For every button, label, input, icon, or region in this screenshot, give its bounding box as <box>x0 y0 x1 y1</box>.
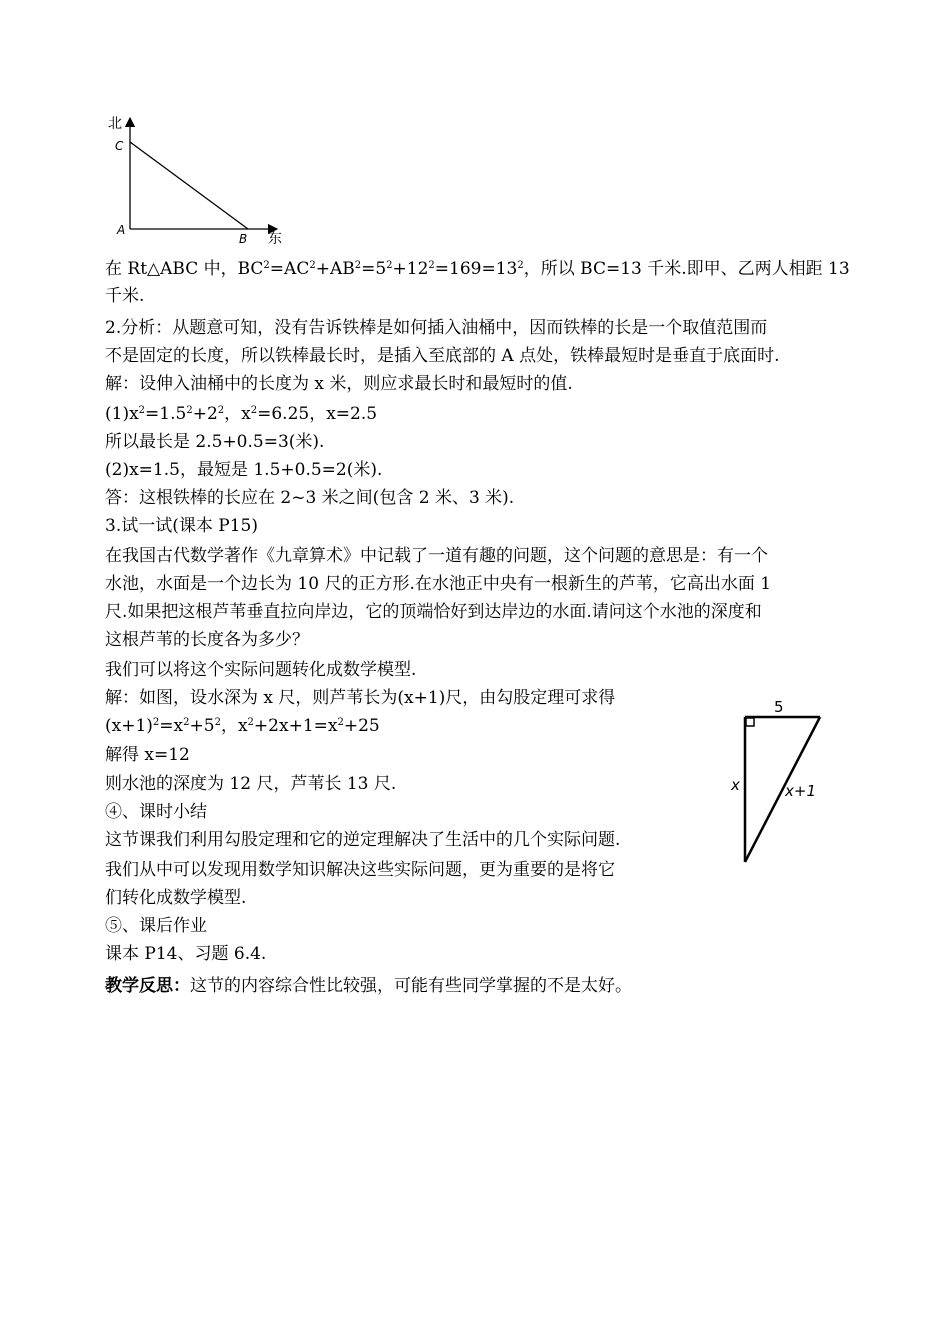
text-line <box>105 744 190 766</box>
north-label: 北 <box>108 116 122 132</box>
text-line <box>105 459 382 481</box>
text-line <box>105 659 416 681</box>
text-run: 我们可以将这个实际问题转化成数学模型. <box>105 660 417 680</box>
text-run: +12 <box>392 259 429 279</box>
text-run: 千米. <box>105 286 145 306</box>
text-run: +2x+1=x <box>253 716 338 736</box>
text-run: =5 <box>361 259 387 279</box>
text-run: 不是固定的长度，所以铁棒最长时，是插入至底部的 A 点处，铁棒最短时是垂直于底面时. <box>105 346 780 366</box>
text-run: 尺.如果把这根芦苇垂直拉向岸边，它的顶端恰好到达岸边的水面.请问这个水池的深度和 <box>105 602 762 622</box>
text-run: +2 <box>192 404 218 424</box>
superscript: 2 <box>183 717 190 728</box>
text-run: 这根芦苇的长度各为多少？ <box>105 630 309 650</box>
text-line <box>105 629 309 651</box>
text-run: 水池，水面是一个边长为 10 尺的正方形.在水池正中央有一根新生的芦苇，它高出水面 1 <box>105 574 772 594</box>
text-line <box>105 915 207 937</box>
text-line <box>105 403 377 425</box>
text-run: =6.25，x=2.5 <box>257 404 378 424</box>
left-side-label: x <box>731 776 740 794</box>
text-line <box>105 601 762 623</box>
hypotenuse-label: x+1 <box>785 782 816 800</box>
text-line <box>105 687 615 709</box>
text-line <box>105 887 246 909</box>
text-line <box>105 373 573 395</box>
text-line <box>105 515 258 537</box>
text-run: 这节课我们利用勾股定理和它的逆定理解决了生活中的几个实际问题. <box>105 830 621 850</box>
superscript: 2 <box>517 260 524 271</box>
east-label: 东 <box>268 231 282 247</box>
text-run: 解：如图，设水深为 x 尺，则芦苇长为(x+1)尺，由勾股定理可求得 <box>105 688 616 708</box>
text-run: (2)x=1.5，最短是 1.5+0.5=2(米). <box>105 460 383 480</box>
superscript: 2 <box>337 717 344 728</box>
text-run: +5 <box>189 716 215 736</box>
text-line <box>105 715 380 737</box>
text-run: ，所以 BC=13 千米.即甲、乙两人相距 13 <box>523 259 850 279</box>
text-run: =x <box>159 716 184 736</box>
superscript: 2 <box>217 405 225 416</box>
point-c-label: C <box>115 139 124 153</box>
hypotenuse-cb <box>130 142 248 229</box>
superscript: 2 <box>250 405 258 416</box>
text-run: ⑤、课后作业 <box>105 916 207 936</box>
text-run: =169=13 <box>434 259 518 279</box>
text-line <box>105 317 767 339</box>
point-b-label: B <box>239 232 248 246</box>
text-run: 们转化成数学模型. <box>105 888 247 908</box>
text-run: +25 <box>343 716 380 736</box>
text-run: 所以最长是 2.5+0.5=3(米). <box>105 432 325 452</box>
text-line <box>105 943 266 965</box>
text-run: 2.分析：从题意可知，没有告诉铁棒是如何插入油桶中，因而铁棒的长是一个取值范围而 <box>105 318 768 338</box>
text-run: 课本 P14、习题 6.4. <box>105 944 267 964</box>
top-side-label: 5 <box>774 698 784 716</box>
text-run: =AC <box>269 259 310 279</box>
text-line <box>105 975 632 997</box>
text-run: 在 Rt△ABC 中，BC <box>105 259 264 279</box>
superscript: 2 <box>386 260 393 271</box>
text-line <box>105 431 324 453</box>
text-line <box>105 487 514 509</box>
text-line <box>105 545 768 567</box>
bold-label: 教学反思： <box>105 976 190 996</box>
superscript: 2 <box>354 260 362 271</box>
text-run: 在我国古代数学著作《九章算术》中记载了一道有趣的问题，这个问题的意思是：有一个 <box>105 546 768 566</box>
text-run: 解得 x=12 <box>105 745 190 765</box>
text-run: (x+1) <box>105 716 153 736</box>
text-run: (1)x <box>105 404 139 424</box>
text-run: =1.5 <box>145 404 187 424</box>
text-run: ④、课时小结 <box>105 802 207 822</box>
text-run: 这节的内容综合性比较强，可能有些同学掌握的不是太好。 <box>190 976 632 996</box>
superscript: 2 <box>152 717 160 728</box>
text-line <box>105 773 396 795</box>
text-line <box>105 345 780 367</box>
text-run: 答：这根铁棒的长应在 2~3 米之间(包含 2 米、3 米). <box>105 488 515 508</box>
triangle-abc-figure <box>105 112 295 252</box>
text-run: 则水池的深度为 12 尺，芦苇长 13 尺. <box>105 774 397 794</box>
text-line <box>105 285 144 307</box>
point-a-label: A <box>117 223 126 237</box>
superscript: 2 <box>138 405 146 416</box>
superscript: 2 <box>214 717 221 728</box>
superscript: 2 <box>186 405 193 416</box>
text-line <box>105 859 615 881</box>
superscript: 2 <box>247 717 254 728</box>
superscript: 2 <box>428 260 435 271</box>
text-run: ，x <box>224 404 251 424</box>
text-line <box>105 801 207 823</box>
text-run: 解：设伸入油桶中的长度为 x 米，则应求最长时和最短时的值. <box>105 374 573 394</box>
text-run: ，x <box>220 716 248 736</box>
text-line <box>105 258 850 280</box>
superscript: 2 <box>309 260 316 271</box>
text-run: 3.试一试(课本 P15) <box>105 516 258 536</box>
reed-triangle-figure <box>725 692 835 872</box>
text-line <box>105 573 771 595</box>
superscript: 2 <box>263 260 270 271</box>
right-angle-mark <box>746 718 754 726</box>
text-run: +AB <box>315 259 355 279</box>
text-line <box>105 829 620 851</box>
text-run: 我们从中可以发现用数学知识解决这些实际问题，更为重要的是将它 <box>105 860 615 880</box>
